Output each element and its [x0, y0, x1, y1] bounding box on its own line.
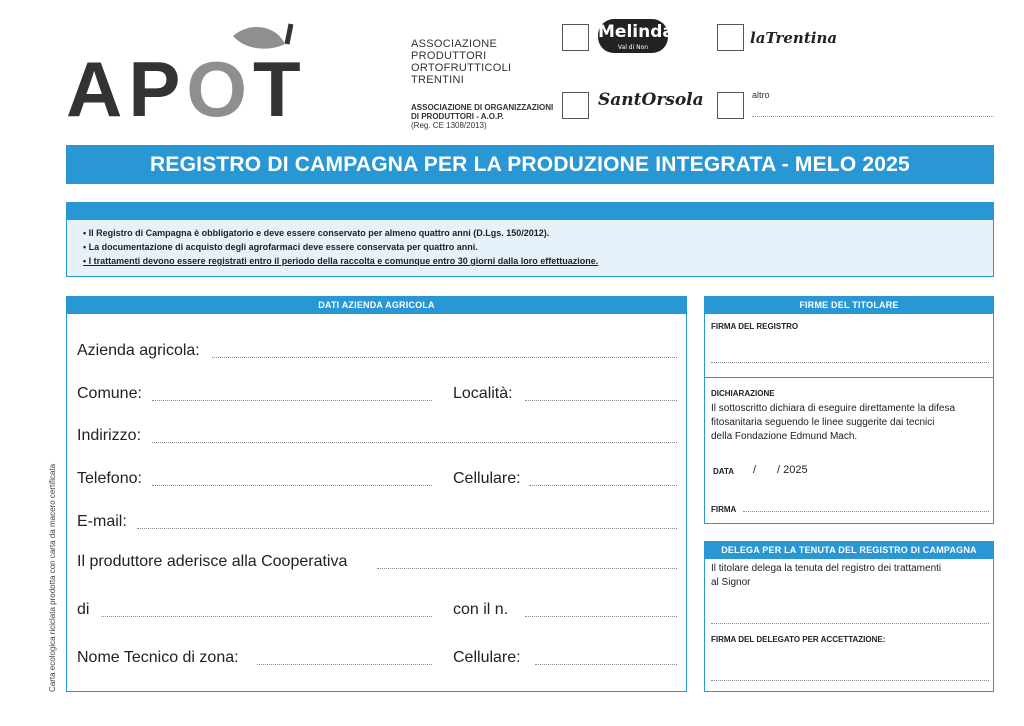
delega-header: DELEGA PER LA TENUTA DEL REGISTRO DI CAMPAGNA [705, 542, 993, 559]
notice-item: • I trattamenti devono essere registrati entro il periodo della raccolta e comunque entro 30 giorni dalla loro effettuazione. [83, 256, 599, 266]
altro-input-line[interactable] [752, 116, 994, 117]
cellulare-tecnico-field[interactable] [535, 664, 677, 665]
telefono-field[interactable] [152, 485, 432, 486]
telefono-label: Telefono: [77, 470, 142, 487]
logo-wordmark: APOT [66, 45, 307, 133]
page-title: REGISTRO DI CAMPAGNA PER LA PRODUZIONE INTEGRATA - MELO 2025 [66, 145, 994, 184]
localita-field[interactable] [525, 400, 677, 401]
firma-delegato-label: FIRMA DEL DELEGATO PER ACCETTAZIONE: [711, 635, 886, 644]
azienda-panel [66, 296, 687, 692]
aop-name: ASSOCIAZIONE DI ORGANIZZAZIONI DI PRODUTTORI - A.O.P. (Reg. CE 1308/2013) [411, 103, 554, 130]
firme-header: FIRME DEL TITOLARE [705, 297, 993, 314]
data-label: DATA [713, 467, 735, 476]
cellulare-field[interactable] [529, 485, 677, 486]
data-year: / 2025 [777, 464, 808, 476]
tecnico-field[interactable] [257, 664, 432, 665]
di-field[interactable] [101, 616, 432, 617]
cooperativa-label: Il produttore aderisce alla Cooperativa [77, 553, 348, 570]
cellulare-tecnico-label: Cellulare: [453, 649, 521, 666]
firma-label: FIRMA [711, 505, 737, 514]
firma-field[interactable] [743, 511, 989, 512]
checkbox-altro[interactable] [717, 92, 744, 119]
firma-registro-field[interactable] [711, 362, 989, 363]
checkbox-trentina[interactable] [717, 24, 744, 51]
delega-panel [704, 541, 994, 692]
localita-label: Località: [453, 385, 513, 402]
recycled-paper-note: Carta ecologica riciclata prodotta con carta da macero certificata [48, 463, 57, 692]
data-separator: / [753, 464, 757, 476]
con-numero-field[interactable] [525, 616, 677, 617]
di-label: di [77, 601, 90, 618]
trentina-logo: laTrentina [750, 29, 838, 47]
cellulare-label: Cellulare: [453, 470, 521, 487]
checkbox-santorsola[interactable] [562, 92, 589, 119]
altro-label: altro [752, 90, 770, 100]
notice-box [66, 202, 994, 277]
notice-item: • Il Registro di Campagna è obbligatorio e deve essere conservato per almeno quattro anni (D.Lgs. 150/2012). [83, 228, 550, 238]
azienda-field[interactable] [212, 357, 677, 358]
azienda-label: Azienda agricola: [77, 342, 200, 359]
con-numero-label: con il n. [453, 601, 509, 618]
indirizzo-label: Indirizzo: [77, 427, 142, 444]
notice-item: • La documentazione di acquisto degli agrofarmaci deve essere conservata per quattro anni. [83, 242, 478, 252]
santorsola-logo: SantOrsola [598, 90, 704, 110]
firme-panel [704, 296, 994, 524]
comune-label: Comune: [77, 385, 142, 402]
melinda-logo: Melinda Val di Non [598, 19, 668, 53]
firma-registro-label: FIRMA DEL REGISTRO [711, 322, 799, 331]
indirizzo-field[interactable] [152, 442, 677, 443]
cooperativa-field[interactable] [377, 568, 677, 569]
email-label: E-mail: [77, 513, 127, 530]
delega-signor-field[interactable] [711, 623, 989, 624]
divider [705, 377, 993, 378]
association-name: ASSOCIAZIONE PRODUTTORI ORTOFRUTTICOLI TRENTINI [411, 38, 512, 86]
azienda-header: DATI AZIENDA AGRICOLA [67, 297, 686, 314]
firma-delegato-field[interactable] [711, 680, 989, 681]
apot-logo [66, 22, 396, 133]
notice-header [67, 203, 993, 220]
dichiarazione-text: Il sottoscritto dichiara di eseguire direttamente la difesa fitosanitaria seguendo le linee suggerite dai tecnici della Fondazione Edmund Mach. [711, 403, 956, 442]
comune-field[interactable] [152, 400, 432, 401]
email-field[interactable] [137, 528, 677, 529]
delega-text: Il titolare delega la tenuta del registro dei trattamenti al Signor [711, 563, 942, 588]
tecnico-label: Nome Tecnico di zona: [77, 649, 239, 666]
checkbox-melinda[interactable] [562, 24, 589, 51]
dichiarazione-title: DICHIARAZIONE [711, 389, 775, 398]
